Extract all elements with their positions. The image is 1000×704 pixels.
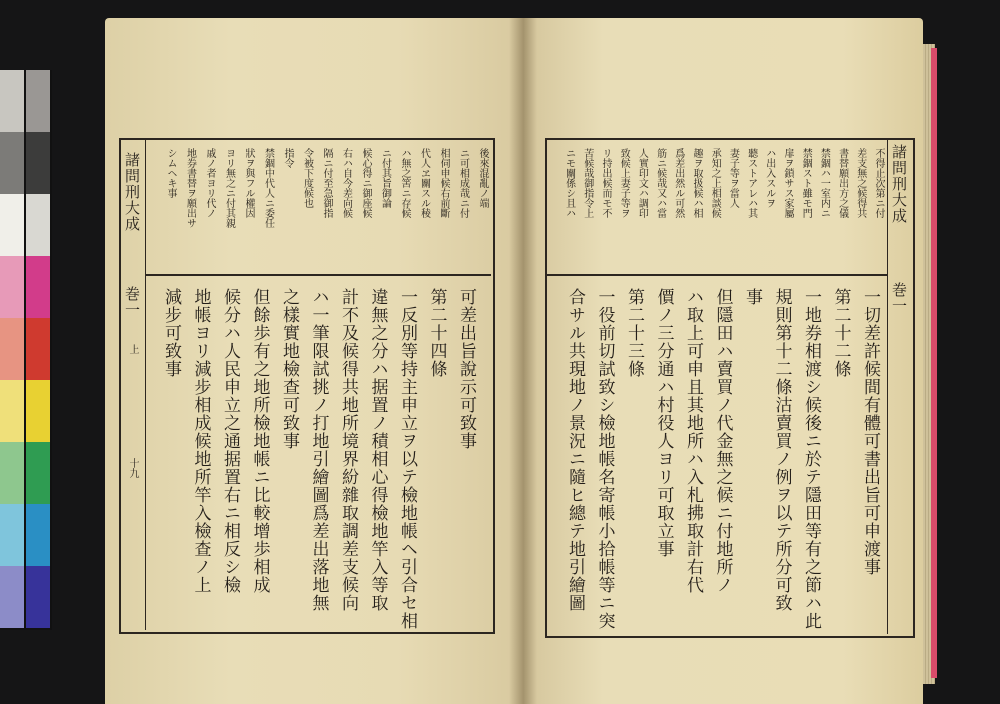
color-swatch	[26, 566, 50, 628]
left-headnote-divider	[145, 274, 491, 276]
headnote-line: ハ無之筈ニ存候	[399, 148, 410, 218]
headnote-line: ハ出入スルヲ	[763, 148, 775, 208]
color-swatch	[26, 504, 50, 566]
headnote-line: 隔ニ付至急御指	[321, 148, 332, 218]
body-text-line: 但餘歩有之地所檢地帳ニ比較增歩相成	[249, 288, 270, 594]
headnote-line: 書替願出方之儀	[836, 148, 848, 218]
color-swatch	[26, 194, 50, 256]
body-text-line: 合サル共現地ノ景況ニ隨ヒ總テ地引繪圖	[565, 288, 585, 612]
body-text-line: 第二十二條	[830, 288, 851, 378]
color-swatch	[0, 566, 24, 628]
body-text-line: 候分ハ人民申立之通据置右ニ相反シ檢	[220, 288, 240, 594]
left-margin-mark: 上	[127, 344, 138, 354]
right-headnote-divider	[547, 274, 887, 276]
body-text-line: ハ一筆限試挑ノ打地引繪圖爲差出落地無	[308, 288, 329, 612]
body-text-line: 第二十三條	[624, 288, 644, 378]
headnote-line: 代人ヱ關スル稜	[418, 148, 430, 218]
color-swatch	[26, 380, 50, 442]
headnote-line: 禁錮中代人ニ委任	[262, 148, 274, 228]
body-text-line: 規則第十二條沽賣買ノ例ヲ以テ所分可致	[771, 288, 792, 612]
body-text-line: 違無之分ハ据置ノ積相心得檢地竿入等取	[367, 288, 388, 612]
headnote-line: ニ付其旨御論	[379, 148, 391, 208]
headnote-line: 禁錮ハ一室内ニ	[818, 148, 830, 218]
body-text-line: 但隱田ハ賣買ノ代金無之候ニ付地所ノ	[712, 288, 733, 594]
headnote-line: 不得止次第ニ付	[873, 148, 884, 218]
color-swatch	[26, 132, 50, 194]
left-page-number: 十九	[127, 458, 138, 478]
headnote-line: 右ハ自今差向候	[340, 148, 352, 218]
headnote-line: 相伺申候右前斷	[438, 148, 449, 218]
left-margin-volume: 巻一	[123, 286, 141, 318]
headnote-line: ニ可相成哉ニ付	[457, 148, 469, 218]
headnote-line: 候心得ニ御座候	[360, 148, 371, 218]
body-text-line: 計不及候得共地所境界紛雜取調差支候向	[338, 288, 358, 612]
color-swatch	[0, 504, 24, 566]
headnote-line: 後來混亂ノ端	[477, 148, 488, 208]
headnote-line: 指令	[282, 148, 293, 168]
right-margin-title: 諸問刑大成	[890, 144, 908, 224]
headnote-line: 妻子等ヲ當人	[727, 148, 739, 208]
headnote-line: シムヘキ事	[165, 148, 176, 198]
headnote-line: 人實印文ハ調印	[636, 148, 648, 218]
headnote-line: 爲差出然ル可然	[672, 148, 684, 218]
headnote-line: 禁錮スト雖モ門	[800, 148, 812, 218]
color-swatch	[0, 318, 24, 380]
color-swatch	[0, 132, 24, 194]
headnote-line: 扉ヲ鎖サス家屬	[782, 148, 793, 218]
left-margin-title: 諸問刑大成	[123, 152, 141, 232]
color-swatch	[0, 256, 24, 318]
body-text-line: 一役前切試致シ檢地帳名寄帳小拾帳等ニ突	[594, 288, 615, 630]
body-text-line: 一反別等持主申立ヲ以テ檢地帳ヘ引合セ相	[397, 288, 417, 630]
headnote-line: 令被下度候也	[301, 148, 313, 208]
color-swatch	[0, 70, 24, 132]
headnote-line: 聽ストアレハ其	[745, 148, 757, 218]
body-text-line: 減步可致事	[161, 288, 181, 378]
body-text-line: 可差出旨說示可致事	[456, 288, 476, 450]
headnote-line: 致候上妻子等ヲ	[618, 148, 630, 218]
color-swatch	[26, 70, 50, 132]
headnote-line: 趣ヲ取扱候ハ相	[691, 148, 702, 218]
color-swatch	[26, 256, 50, 318]
color-calibration-chart	[0, 70, 52, 630]
book-gutter	[509, 18, 537, 704]
body-text-line: 第二十四條	[426, 288, 447, 378]
headnote-line: 苦候哉御指令上	[581, 148, 593, 218]
open-book	[105, 18, 935, 704]
headnote-line: 承知之上相談候	[709, 148, 721, 218]
body-text-line: 一地券相渡シ候後ニ於テ隱田等有之節ハ此	[801, 288, 821, 630]
book-cover-edge	[931, 48, 937, 678]
right-margin-divider	[887, 140, 888, 634]
headnote-line: 地券書替ヲ願出サ	[184, 148, 196, 228]
color-swatch	[0, 380, 24, 442]
body-text-line: 價ノ三分通ハ村役人ヨリ可取立事	[653, 288, 674, 558]
color-swatch	[26, 442, 50, 504]
headnote-line: ヨリ無之ニ付其親	[223, 148, 235, 228]
color-swatch	[0, 194, 24, 256]
headnote-line: 戚ノ者ヨリ代ノ	[204, 148, 215, 218]
body-text-line: ハ取上可申且其地所ハ入札拂取計右代	[683, 288, 703, 594]
headnote-line: 狀ヲ與フル權因	[243, 148, 254, 218]
headnote-line: リ持出候而モ不	[600, 148, 611, 218]
left-margin-divider	[145, 140, 146, 630]
color-swatch	[0, 442, 24, 504]
right-margin-volume: 巻一	[890, 282, 908, 314]
headnote-line: 筋ニ候哉又ハ當	[654, 148, 666, 218]
headnote-line: 差支無之候得共	[854, 148, 866, 218]
color-swatch	[26, 318, 50, 380]
body-text-line: 一切差許候間有體可書出旨可申渡事	[860, 288, 880, 576]
body-text-line: 之樣實地檢查可致事	[279, 288, 299, 450]
headnote-line: ニモ關係シ且ハ	[563, 148, 575, 218]
body-text-line: 事	[742, 288, 762, 306]
body-text-line: 地帳ヨリ減步相成候地所竿入檢查ノ上	[190, 288, 211, 594]
